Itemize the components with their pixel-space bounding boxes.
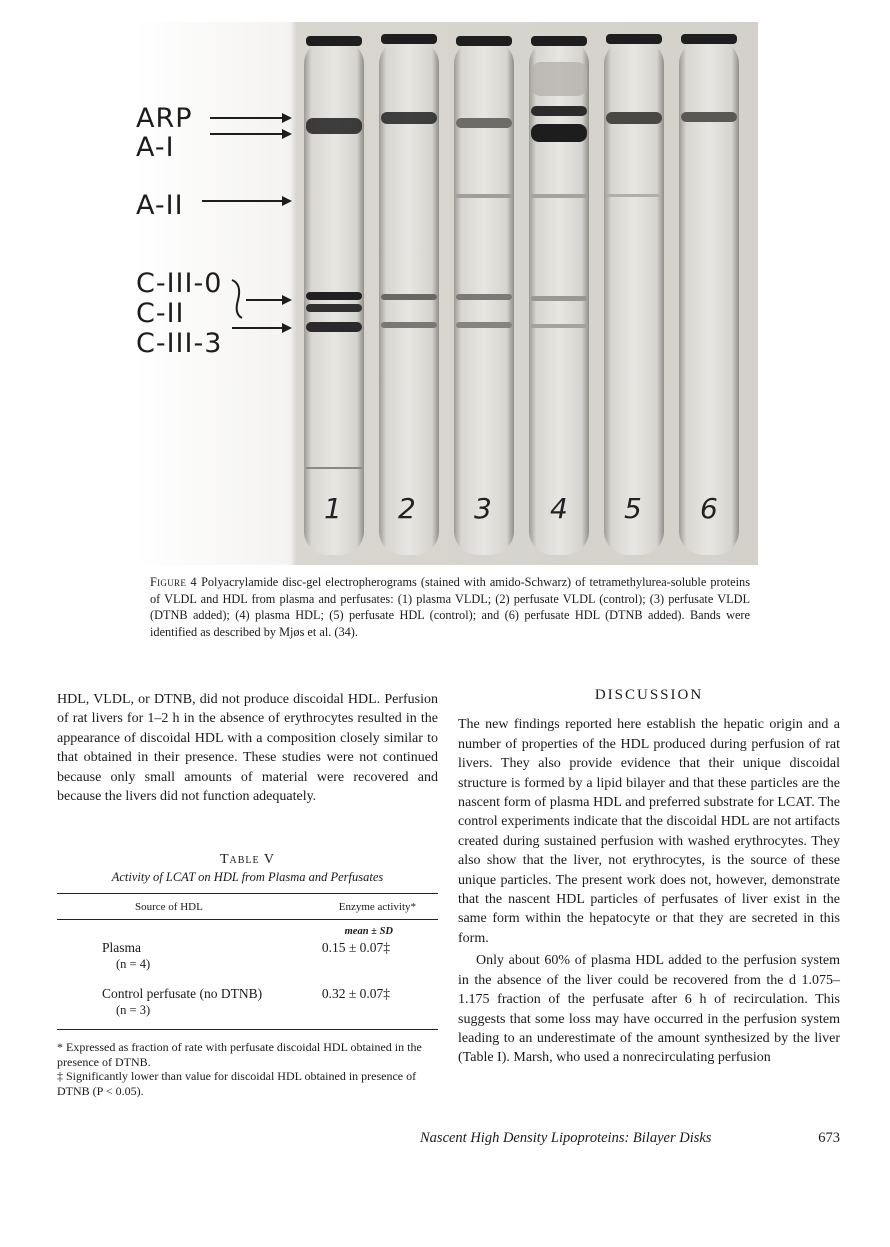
- tube-number-4: 4: [550, 492, 568, 525]
- photo-background: [134, 22, 758, 565]
- table-row: [57, 985, 438, 1019]
- source-n: (n = 3): [116, 1003, 151, 1017]
- table-header-rule: [57, 919, 438, 920]
- table-cell-value: 0.32 ± 0.07‡: [321, 986, 390, 1001]
- tube-number-1: 1: [324, 492, 342, 525]
- footnote-asterisk: * Expressed as fraction of rate with perfusate discoidal HDL obtained in the presence of DTNB.: [57, 1040, 422, 1069]
- tube-3: [454, 36, 514, 555]
- tube-4: [529, 36, 589, 555]
- table-subtitle: Activity of LCAT on HDL from Plasma and Perfusates: [111, 870, 384, 884]
- page-number: 673: [818, 1130, 840, 1146]
- figure-caption: [150, 574, 750, 640]
- footnote-double-dagger: ‡ Significantly lower than value for discoidal HDL obtained in presence of DTNB (P < 0.05).: [57, 1069, 417, 1098]
- table-header-enzyme-activity: Enzyme activity*: [338, 901, 416, 913]
- tube-2: [379, 34, 439, 555]
- band-label-c-iii-0: C-III-0: [136, 268, 223, 299]
- tube-6: [679, 34, 739, 555]
- running-footer: [420, 1130, 840, 1147]
- tube-number-3: 3: [474, 492, 492, 525]
- tube-number-5: 5: [624, 492, 642, 525]
- table-header-source: Source of HDL: [135, 901, 203, 913]
- running-title: Nascent High Density Lipoproteins: Bilayer Disks: [420, 1130, 712, 1146]
- tube-1: [304, 36, 364, 555]
- table-cell-source: [57, 985, 262, 1019]
- figure-4-electropherogram: [134, 22, 758, 565]
- tube-5: [604, 34, 664, 555]
- table-row: [57, 939, 438, 973]
- band-label-a-i: A-I: [136, 132, 175, 163]
- source-name: Control perfusate (no DTNB): [102, 986, 263, 1001]
- table-cell-value: 0.15 ± 0.07‡: [321, 940, 390, 955]
- band-label-a-ii: A-II: [136, 190, 184, 221]
- band-label-c-iii-3: C-III-3: [136, 328, 223, 359]
- discussion-paragraph-2: Only about 60% of plasma HDL added to the perfusion system in the absence of the liver could be recovered from the d 1.075–1.175 fraction of the perfusate after 6 h of recirculation. This suggests that some loss may have occurred in the perfusion system leading to an underestimate of the amount synthesized by the liver (Table I). Marsh, who used a nonrecirculating perfusion: [458, 953, 840, 1066]
- discussion-paragraph-1: The new findings reported here establish the hepatic origin and a number of properties of the HDL produced during perfusion of rat livers. They also provide evidence that their unique discoidal structure is formed by a lipid bilayer and that these particles are the nascent form of plasma HDL and preferred substrate for LCAT. The control experiments indicate that the discoidal HDL are not artifacts created during sustained perfusion with washed erythrocytes. They also show that the liver, not erythrocytes, is the source of these unique particles. The present work does not, however, demonstrate that the nascent HDL particles of perfusates of liver exist in the same form within the hepatocyte or that they are secreted in this form.: [458, 717, 840, 946]
- table-units: mean ± SD: [344, 926, 393, 937]
- band-label-c-ii: C-II: [136, 298, 185, 329]
- table-cell-source: [57, 939, 150, 973]
- tube-number-2: 2: [398, 492, 416, 525]
- table-v: [57, 852, 438, 1098]
- tube-number-6: 6: [700, 492, 718, 525]
- figure-label: Figure 4: [150, 575, 197, 589]
- source-name: Plasma: [102, 940, 141, 955]
- discussion-heading: DISCUSSION: [594, 687, 704, 703]
- table-bottom-rule: [57, 1029, 438, 1030]
- table-footnotes: [57, 1040, 438, 1098]
- band-label-arp: ARP: [136, 103, 193, 134]
- left-column: [57, 690, 438, 806]
- caption-text: Polyacrylamide disc-gel electropherograms (stained with amido-Schwarz) of tetramethylurea-soluble proteins of VLDL and HDL from plasma and perfusates: (1) plasma VLDL; (2) perfusate VLDL (control); (3) perfusate VLDL (DTNB added); (4) plasma HDL; (5) perfusate HDL (control); and (6) perfusate HDL (DTNB added). Bands were identified as described by Mjøs et al. (34).: [150, 575, 750, 639]
- gel-photo: [134, 22, 758, 565]
- table-title: Table V: [219, 852, 276, 867]
- source-n: (n = 4): [116, 957, 151, 971]
- right-column: [458, 686, 840, 1068]
- table-header-row: [57, 894, 438, 919]
- left-paragraph: HDL, VLDL, or DTNB, did not produce discoidal HDL. Perfusion of rat livers for 1–2 h in the absence of erythrocytes resulted in the appearance of discoidal HDL with a composition closely similar to that obtained in their presence. These studies were not continued because only small amounts of material were recovered and because the livers did not function adequately.: [57, 692, 438, 805]
